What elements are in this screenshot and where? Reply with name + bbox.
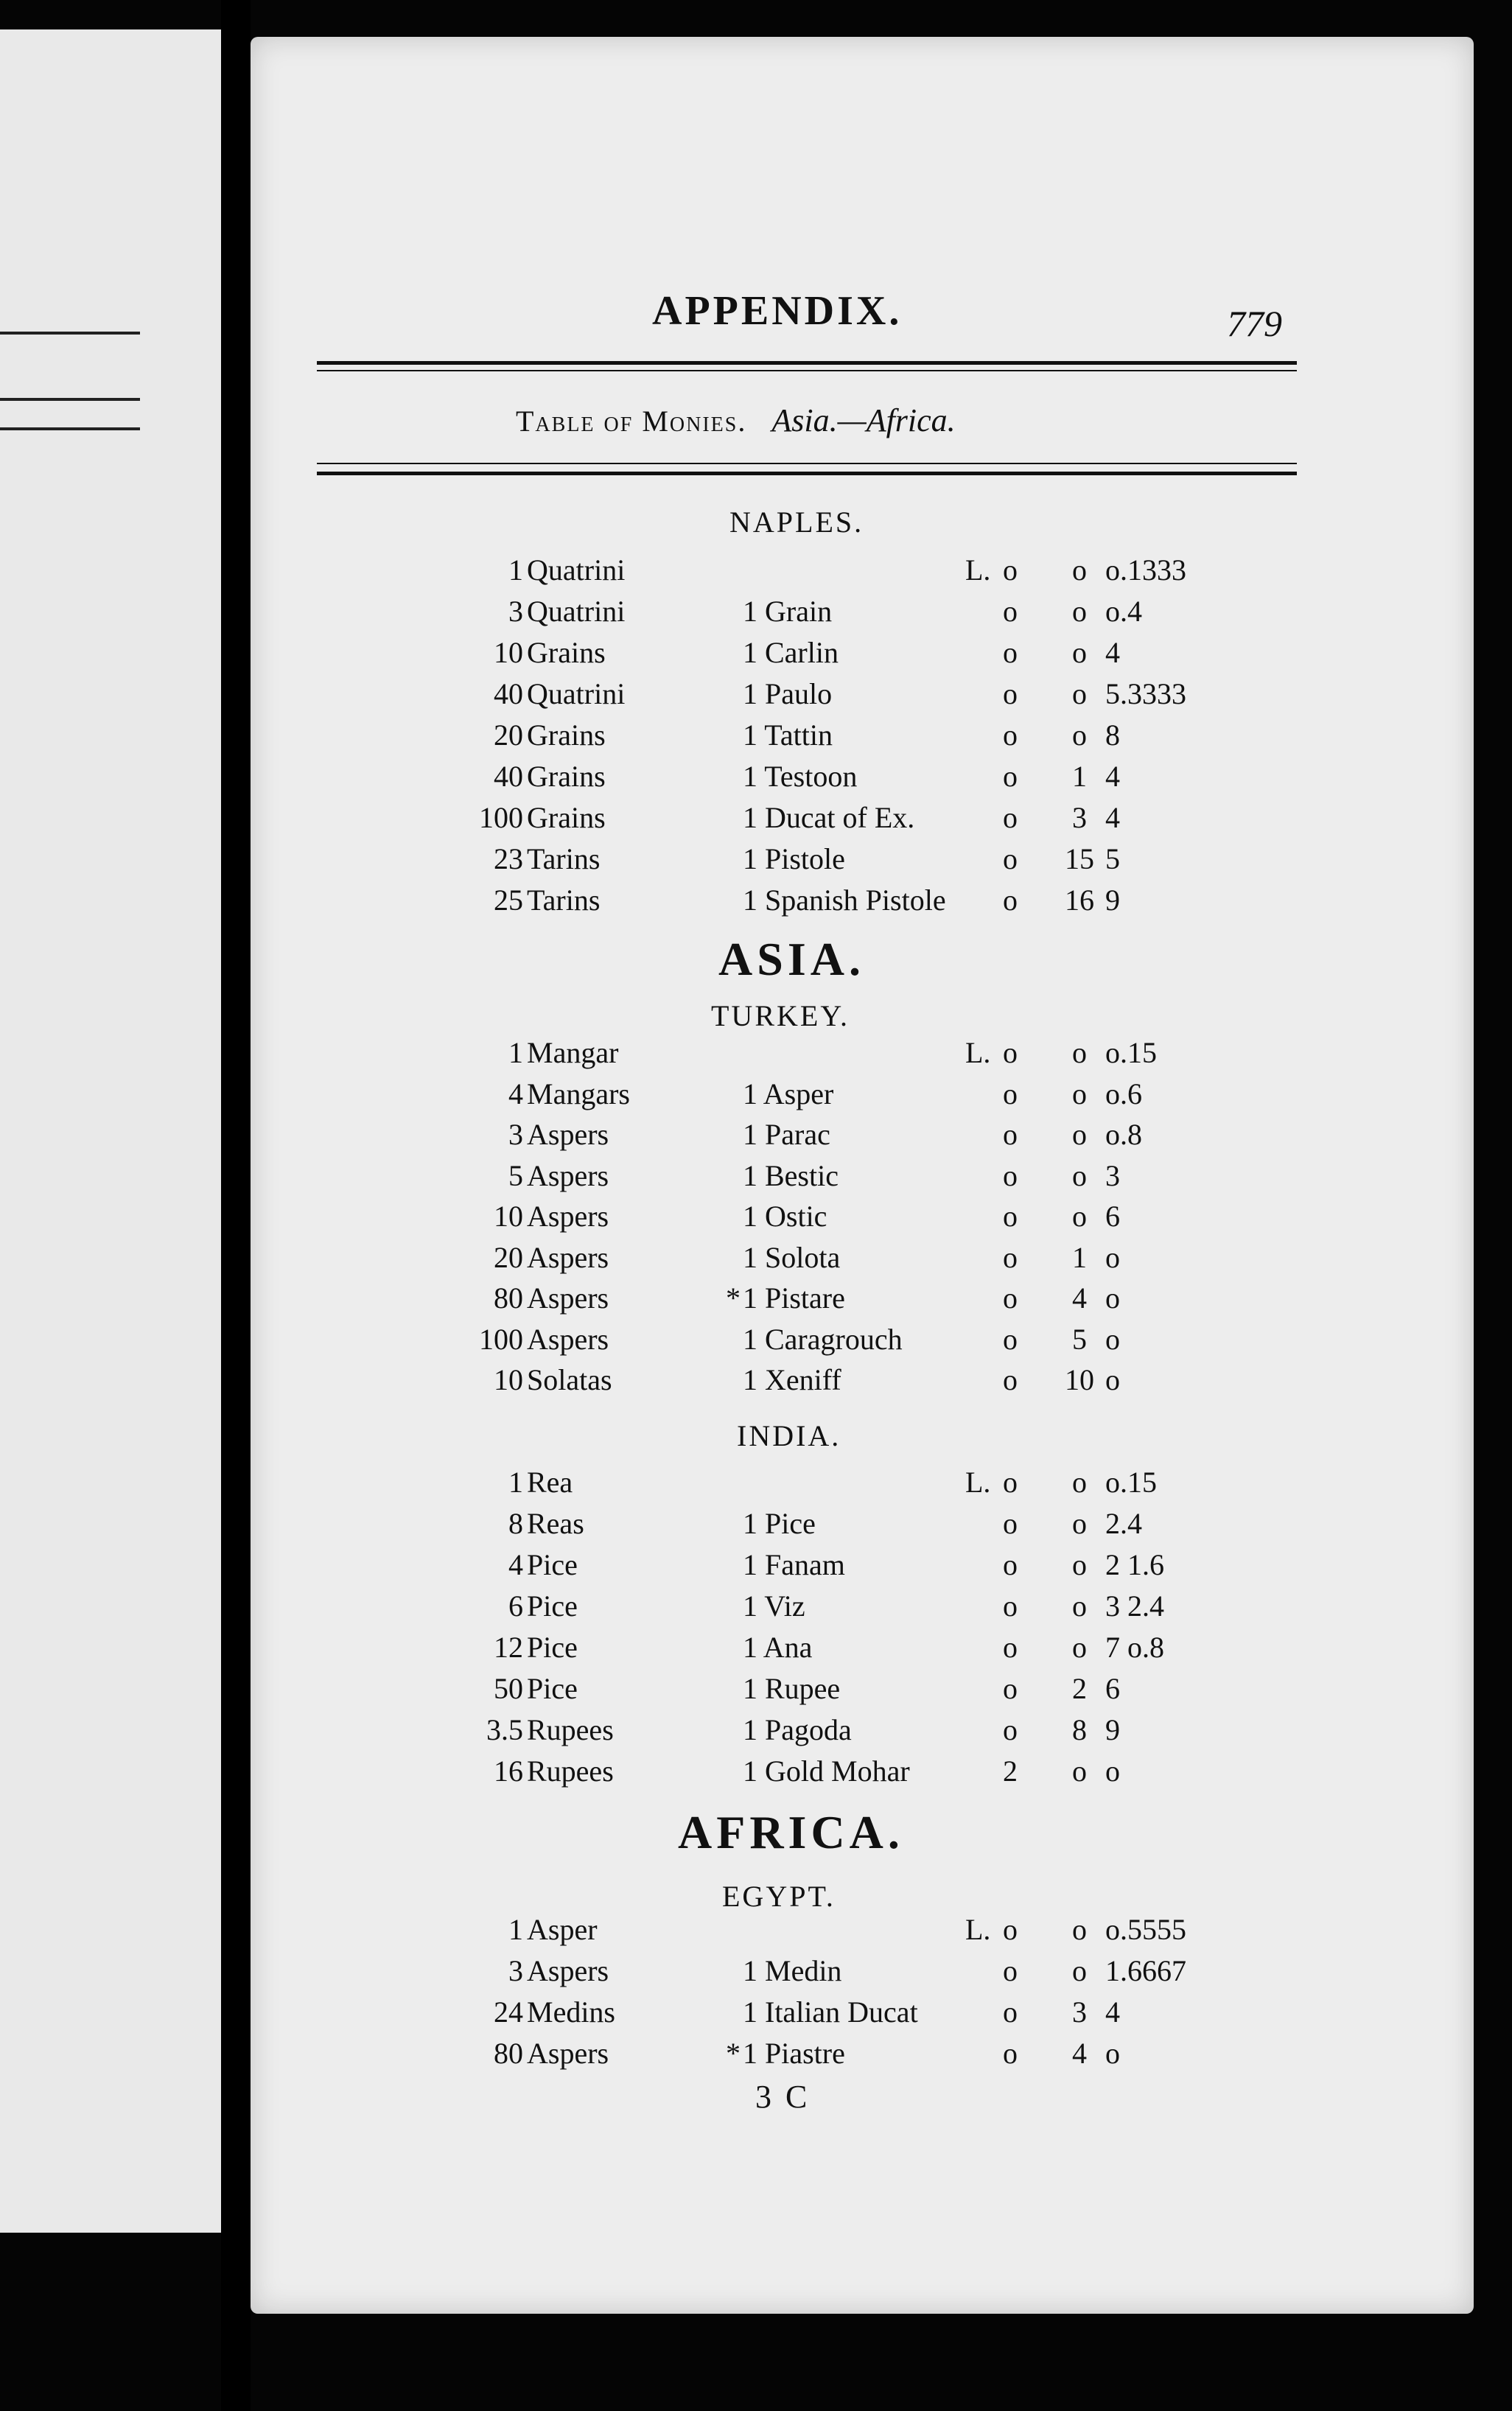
pounds-value: o	[1003, 553, 1018, 587]
table-row	[251, 1671, 1474, 1712]
table-row	[251, 1240, 1474, 1281]
facing-page-rule	[0, 332, 140, 335]
unit-name: Aspers	[527, 1240, 609, 1274]
unit-name: Grains	[527, 636, 606, 669]
signature-mark: 3 C	[755, 2079, 811, 2115]
pounds-value: o	[1003, 1118, 1018, 1151]
shillings-value: o	[1072, 718, 1087, 752]
asterisk-mark: *	[726, 2037, 741, 2070]
pounds-value: o	[1003, 2037, 1018, 2070]
book-gutter	[221, 0, 251, 2411]
section-title-naples: NAPLES.	[729, 505, 864, 539]
quantity: 4	[508, 1077, 523, 1110]
unit-name: Asper	[527, 1913, 598, 1946]
pounds-value: o	[1003, 1281, 1018, 1315]
equivalent: 1 Asper	[743, 1077, 834, 1110]
pound-label: L.	[965, 1913, 991, 1946]
pound-label: L.	[965, 1036, 991, 1069]
equivalent: 1 Spanish Pistole	[743, 883, 946, 917]
pounds-value: o	[1003, 595, 1018, 628]
unit-name: Pice	[527, 1589, 578, 1623]
shillings-value: o	[1072, 1754, 1087, 1788]
section-title-turkey: TURKEY.	[711, 999, 850, 1032]
table-row	[251, 1322, 1474, 1363]
table-row	[251, 1158, 1474, 1200]
equivalent: 1 Parac	[743, 1118, 830, 1151]
equivalent: 1 Fanam	[743, 1548, 845, 1581]
pounds-value: o	[1003, 718, 1018, 752]
unit-name: Quatrini	[527, 677, 626, 710]
unit-name: Aspers	[527, 2037, 609, 2070]
pence-value: o	[1105, 2037, 1120, 2070]
quantity: 16	[494, 1754, 523, 1788]
quantity: 80	[494, 2037, 523, 2070]
shillings-value: 16	[1065, 883, 1094, 917]
unit-name: Aspers	[527, 1158, 609, 1192]
pence-value: 8	[1105, 718, 1120, 752]
unit-name: Tarins	[527, 842, 601, 875]
quantity: 3	[508, 1954, 523, 1987]
quantity: 40	[494, 677, 523, 710]
unit-name: Quatrini	[527, 595, 626, 628]
pence-value: 1.6667	[1105, 1954, 1186, 1987]
equivalent: 1 Italian Ducat	[743, 1995, 918, 2029]
caption-rule	[317, 463, 1297, 464]
equivalent: 1 Pistare	[743, 1281, 845, 1315]
equivalent: 1 Medin	[743, 1954, 842, 1987]
equivalent: 1 Piastre	[743, 2037, 845, 2070]
pence-value: 2 1.6	[1105, 1548, 1164, 1581]
shillings-value: o	[1072, 1954, 1087, 1987]
equivalent: 1 Gold Mohar	[743, 1754, 910, 1788]
quantity: 24	[494, 1995, 523, 2029]
table-row	[251, 1754, 1474, 1795]
pounds-value: o	[1003, 1548, 1018, 1581]
equivalent: 1 Ducat of Ex.	[743, 801, 915, 834]
unit-name: Aspers	[527, 1281, 609, 1315]
page-number: 779	[1227, 303, 1282, 344]
table-row	[251, 635, 1474, 676]
equivalent: 1 Tattin	[743, 718, 833, 752]
unit-name: Aspers	[527, 1322, 609, 1356]
shillings-value: o	[1072, 1913, 1087, 1946]
shillings-value: 5	[1072, 1322, 1087, 1356]
facing-page-rule	[0, 398, 140, 401]
equivalent: 1 Viz	[743, 1589, 805, 1623]
shillings-value: 4	[1072, 2037, 1087, 2070]
table-row	[251, 1712, 1474, 1754]
quantity: 5	[508, 1158, 523, 1192]
pounds-value: o	[1003, 1631, 1018, 1664]
pound-label: L.	[965, 1466, 991, 1499]
equivalent: 1 Caragrouch	[743, 1322, 903, 1356]
pounds-value: o	[1003, 1036, 1018, 1069]
pounds-value: o	[1003, 1200, 1018, 1233]
table-row	[251, 1465, 1474, 1506]
unit-name: Medins	[527, 1995, 615, 2029]
quantity: 100	[479, 1322, 523, 1356]
unit-name: Reas	[527, 1507, 584, 1540]
unit-name: Tarins	[527, 883, 601, 917]
unit-name: Quatrini	[527, 553, 626, 587]
equivalent: 1 Testoon	[743, 760, 858, 793]
section-title-egypt: EGYPT.	[722, 1880, 836, 1913]
asterisk-mark: *	[726, 1281, 741, 1315]
shillings-value: 15	[1065, 842, 1094, 875]
table-row	[251, 841, 1474, 883]
pence-value: o	[1105, 1322, 1120, 1356]
unit-name: Rupees	[527, 1754, 614, 1788]
pounds-value: o	[1003, 1713, 1018, 1746]
table-row	[251, 1630, 1474, 1671]
quantity: 10	[494, 1200, 523, 1233]
pounds-value: o	[1003, 1240, 1018, 1274]
quantity: 3	[508, 1118, 523, 1151]
pounds-value: o	[1003, 677, 1018, 710]
shillings-value: o	[1072, 1631, 1087, 1664]
table-row	[251, 1035, 1474, 1077]
pence-value: 4	[1105, 760, 1120, 793]
table-row	[251, 1547, 1474, 1589]
shillings-value: 1	[1072, 760, 1087, 793]
table-row	[251, 800, 1474, 841]
unit-name: Pice	[527, 1672, 578, 1705]
shillings-value: o	[1072, 1200, 1087, 1233]
pence-value: o.15	[1105, 1466, 1157, 1499]
quantity: 20	[494, 718, 523, 752]
quantity: 1	[508, 553, 523, 587]
shillings-value: o	[1072, 553, 1087, 587]
pounds-value: o	[1003, 1466, 1018, 1499]
unit-name: Pice	[527, 1548, 578, 1581]
caption-rule	[317, 472, 1297, 475]
pence-value: 6	[1105, 1200, 1120, 1233]
equivalent: 1 Carlin	[743, 636, 839, 669]
table-row	[251, 1589, 1474, 1630]
equivalent: 1 Grain	[743, 595, 833, 628]
table-row	[251, 2036, 1474, 2077]
shillings-value: o	[1072, 1077, 1087, 1110]
facing-page-rule	[0, 427, 140, 430]
shillings-value: 8	[1072, 1713, 1087, 1746]
pounds-value: o	[1003, 1363, 1018, 1396]
equivalent: 1 Ana	[743, 1631, 813, 1664]
pence-value: o.6	[1105, 1077, 1142, 1110]
shillings-value: 4	[1072, 1281, 1087, 1315]
quantity: 12	[494, 1631, 523, 1664]
quantity: 1	[508, 1036, 523, 1069]
shillings-value: o	[1072, 1158, 1087, 1192]
equivalent: 1 Solota	[743, 1240, 841, 1274]
equivalent: 1 Pistole	[743, 842, 845, 875]
table-caption	[516, 402, 956, 439]
quantity: 3.5	[486, 1713, 523, 1746]
table-row	[251, 1995, 1474, 2036]
region-title-asia: ASIA.	[718, 933, 865, 985]
pounds-value: o	[1003, 760, 1018, 793]
quantity: 40	[494, 760, 523, 793]
quantity: 1	[508, 1913, 523, 1946]
shillings-value: o	[1072, 595, 1087, 628]
table-row	[251, 1362, 1474, 1404]
pence-value: o	[1105, 1754, 1120, 1788]
pence-value: 5	[1105, 842, 1120, 875]
pence-value: o.4	[1105, 595, 1142, 628]
quantity: 23	[494, 842, 523, 875]
pounds-value: o	[1003, 1954, 1018, 1987]
unit-name: Rea	[527, 1466, 573, 1499]
pence-value: o	[1105, 1363, 1120, 1396]
quantity: 1	[508, 1466, 523, 1499]
quantity: 50	[494, 1672, 523, 1705]
quantity: 10	[494, 1363, 523, 1396]
pounds-value: o	[1003, 1589, 1018, 1623]
pounds-value: o	[1003, 1158, 1018, 1192]
pounds-value: 2	[1003, 1754, 1018, 1788]
pounds-value: o	[1003, 1507, 1018, 1540]
equivalent: 1 Pice	[743, 1507, 816, 1540]
table-row	[251, 1117, 1474, 1158]
pence-value: o	[1105, 1281, 1120, 1315]
pence-value: o.5555	[1105, 1913, 1186, 1946]
pence-value: 4	[1105, 1995, 1120, 2029]
unit-name: Rupees	[527, 1713, 614, 1746]
header-rule	[317, 370, 1297, 371]
caption-title: Table of Monies.	[516, 405, 747, 438]
pence-value: 4	[1105, 636, 1120, 669]
table-row	[251, 718, 1474, 759]
shillings-value: o	[1072, 1036, 1087, 1069]
pence-value: 7 o.8	[1105, 1631, 1164, 1664]
equivalent: 1 Bestic	[743, 1158, 839, 1192]
shillings-value: o	[1072, 1548, 1087, 1581]
pound-label: L.	[965, 553, 991, 587]
pence-value: 5.3333	[1105, 677, 1186, 710]
book-page	[251, 37, 1474, 2314]
equivalent: 1 Paulo	[743, 677, 833, 710]
quantity: 20	[494, 1240, 523, 1274]
pence-value: 6	[1105, 1672, 1120, 1705]
pounds-value: o	[1003, 636, 1018, 669]
pence-value: 2.4	[1105, 1507, 1142, 1540]
pounds-value: o	[1003, 842, 1018, 875]
unit-name: Mangars	[527, 1077, 630, 1110]
unit-name: Aspers	[527, 1118, 609, 1151]
caption-regions: Asia.—Africa.	[771, 402, 956, 438]
pounds-value: o	[1003, 1322, 1018, 1356]
pence-value: 9	[1105, 1713, 1120, 1746]
quantity: 25	[494, 883, 523, 917]
unit-name: Aspers	[527, 1954, 609, 1987]
shillings-value: o	[1072, 1589, 1087, 1623]
table-row	[251, 594, 1474, 635]
quantity: 80	[494, 1281, 523, 1315]
table-row	[251, 1912, 1474, 1953]
pence-value: 3 2.4	[1105, 1589, 1164, 1623]
unit-name: Grains	[527, 718, 606, 752]
unit-name: Grains	[527, 760, 606, 793]
table-row	[251, 1077, 1474, 1118]
pence-value: o	[1105, 1240, 1120, 1274]
quantity: 3	[508, 595, 523, 628]
table-row	[251, 676, 1474, 718]
quantity: 10	[494, 636, 523, 669]
shillings-value: o	[1072, 1507, 1087, 1540]
table-row	[251, 883, 1474, 924]
pence-value: 3	[1105, 1158, 1120, 1192]
equivalent: 1 Xeniff	[743, 1363, 841, 1396]
shillings-value: 3	[1072, 801, 1087, 834]
pounds-value: o	[1003, 1913, 1018, 1946]
shillings-value: 3	[1072, 1995, 1087, 2029]
pounds-value: o	[1003, 1672, 1018, 1705]
shillings-value: o	[1072, 1466, 1087, 1499]
quantity: 100	[479, 801, 523, 834]
shillings-value: 1	[1072, 1240, 1087, 1274]
pounds-value: o	[1003, 1995, 1018, 2029]
unit-name: Solatas	[527, 1363, 612, 1396]
pence-value: o.8	[1105, 1118, 1142, 1151]
shillings-value: o	[1072, 677, 1087, 710]
running-head: APPENDIX.	[652, 288, 903, 334]
facing-page-fragment	[0, 29, 225, 2233]
equivalent: 1 Ostic	[743, 1200, 827, 1233]
region-title-africa: AFRICA.	[678, 1806, 904, 1858]
section-title-india: INDIA.	[737, 1419, 841, 1452]
quantity: 4	[508, 1548, 523, 1581]
pence-value: 4	[1105, 801, 1120, 834]
pounds-value: o	[1003, 1077, 1018, 1110]
quantity: 8	[508, 1507, 523, 1540]
unit-name: Grains	[527, 801, 606, 834]
equivalent: 1 Pagoda	[743, 1713, 852, 1746]
pence-value: o.1333	[1105, 553, 1186, 587]
table-row	[251, 1199, 1474, 1240]
pounds-value: o	[1003, 883, 1018, 917]
pence-value: o.15	[1105, 1036, 1157, 1069]
shillings-value: o	[1072, 1118, 1087, 1151]
pounds-value: o	[1003, 801, 1018, 834]
pence-value: 9	[1105, 883, 1120, 917]
header-rule	[317, 361, 1297, 365]
unit-name: Pice	[527, 1631, 578, 1664]
quantity: 6	[508, 1589, 523, 1623]
table-row	[251, 1281, 1474, 1322]
table-row	[251, 759, 1474, 800]
shillings-value: 2	[1072, 1672, 1087, 1705]
equivalent: 1 Rupee	[743, 1672, 841, 1705]
unit-name: Mangar	[527, 1036, 619, 1069]
unit-name: Aspers	[527, 1200, 609, 1233]
table-row	[251, 553, 1474, 594]
table-row	[251, 1953, 1474, 1995]
table-row	[251, 1506, 1474, 1547]
shillings-value: 10	[1065, 1363, 1094, 1396]
shillings-value: o	[1072, 636, 1087, 669]
